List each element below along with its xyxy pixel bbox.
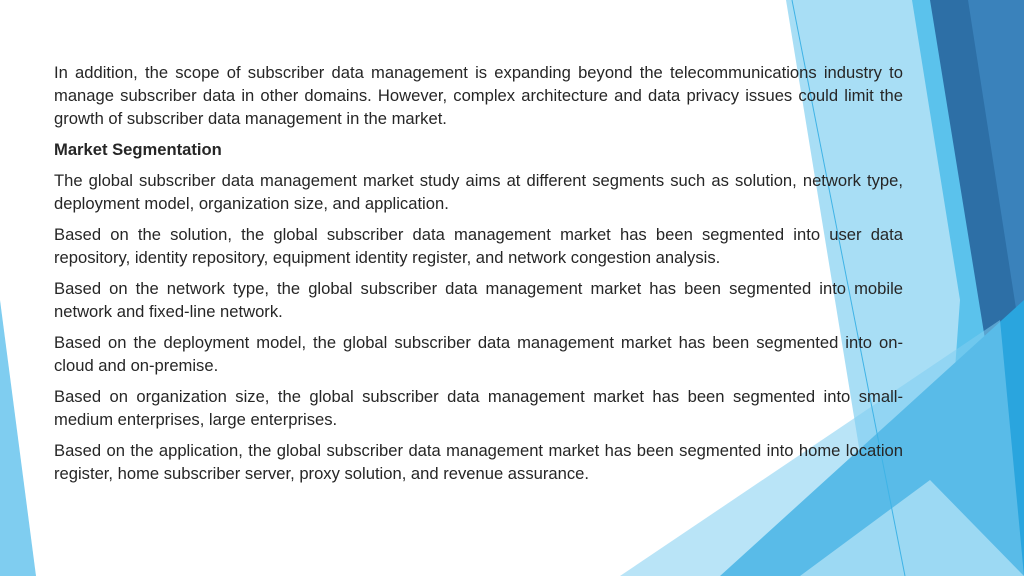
deployment-model-segment-paragraph: Based on the deployment model, the global subscriber data management market has been segmented into on-cloud and on-premise.	[54, 333, 903, 375]
network-type-segment-paragraph: Based on the network type, the global subscriber data management market has been segmented into mobile network and fixed-line network.	[54, 279, 903, 321]
section-heading: Market Segmentation	[54, 140, 222, 159]
segments-overview-paragraph: The global subscriber data management market study aims at different segments such as solution, network type, deployment model, organization size, and application.	[54, 171, 903, 213]
intro-paragraph: In addition, the scope of subscriber data management is expanding beyond the telecommunications industry to manage subscriber data in other domains. However, complex architecture and data privacy issues could limit the growth of subscriber data management in the market.	[54, 63, 903, 128]
organization-size-segment-paragraph: Based on organization size, the global subscriber data management market has been segmented into small-medium enterprises, large enterprises.	[54, 387, 903, 429]
solution-segment-paragraph: Based on the solution, the global subscriber data management market has been segmented into user data repository, identity repository, equipment identity register, and network congestion analysis.	[54, 225, 903, 267]
slide-content	[54, 61, 903, 493]
left-accent-strip	[0, 300, 36, 576]
application-segment-paragraph: Based on the application, the global subscriber data management market has been segmented into home location register, home subscriber server, proxy solution, and revenue assurance.	[54, 441, 903, 483]
